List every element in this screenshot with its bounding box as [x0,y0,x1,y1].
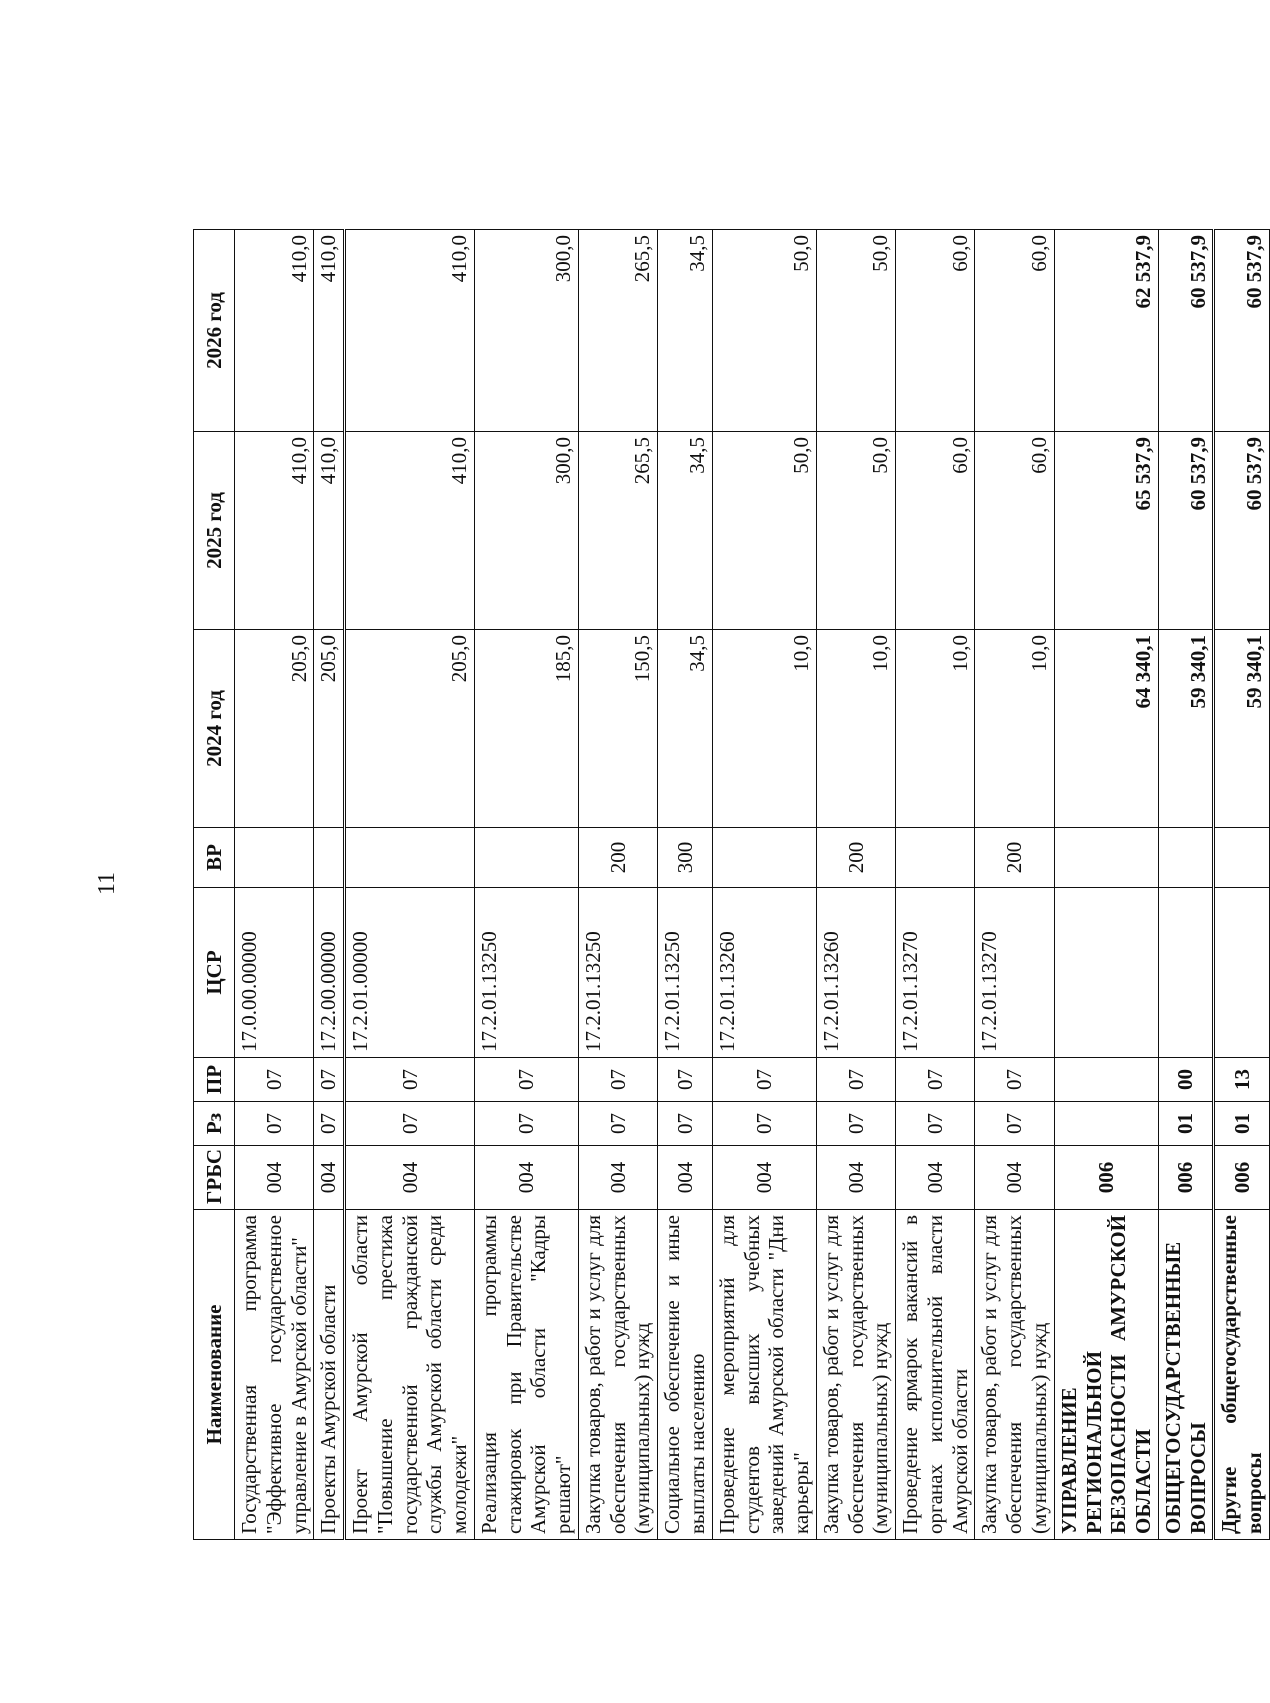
table-row [345,230,475,1540]
cell-vr [896,828,975,888]
cell-pr: 07 [345,1058,475,1102]
cell-csr: 17.2.00.00000 [314,888,345,1058]
table-header-row [194,230,235,1540]
cell-rz: 07 [896,1102,975,1146]
cell-grbs: 004 [314,1146,345,1210]
cell-y2026: 34,5 [658,230,713,432]
cell-csr: 17.2.01.13260 [816,888,895,1058]
cell-vr [314,828,345,888]
cell-y2026: 410,0 [235,230,314,432]
cell-y2024: 10,0 [712,630,816,828]
cell-pr: 13 [1214,1058,1270,1102]
cell-rz: 07 [578,1102,657,1146]
cell-y2025: 265,5 [578,432,657,630]
cell-vr [1054,828,1158,888]
cell-vr: 300 [658,828,713,888]
cell-csr: 17.2.01.13250 [474,888,578,1058]
cell-y2025: 300,0 [474,432,578,630]
cell-vr: 200 [975,828,1054,888]
cell-grbs: 004 [712,1146,816,1210]
cell-vr [1158,828,1214,888]
table-row [1054,230,1158,1540]
cell-rz: 01 [1158,1102,1214,1146]
table-row [235,230,314,1540]
cell-rz: 07 [816,1102,895,1146]
cell-rz: 07 [345,1102,475,1146]
cell-y2024: 59 340,1 [1214,630,1270,828]
cell-name: Социальное обеспечение и иные выплаты населению [658,1210,713,1540]
cell-y2025: 65 537,9 [1054,432,1158,630]
cell-rz: 07 [314,1102,345,1146]
cell-grbs: 006 [1214,1146,1270,1210]
header-rz: Рз [194,1102,235,1146]
cell-y2024: 205,0 [314,630,345,828]
cell-y2025: 34,5 [658,432,713,630]
cell-grbs: 006 [1054,1146,1158,1210]
cell-csr: 17.2.01.13250 [658,888,713,1058]
cell-name: Другие общегосударственные вопросы [1214,1210,1270,1540]
cell-rz: 07 [975,1102,1054,1146]
cell-name: Проведение мероприятий для студентов высших учебных заведений Амурской области "Дни карьеры" [712,1210,816,1540]
cell-y2024: 34,5 [658,630,713,828]
cell-y2026: 60,0 [975,230,1054,432]
table-row [1158,230,1214,1540]
cell-name: Закупка товаров, работ и услуг для обеспечения государственных (муниципальных) нужд [816,1210,895,1540]
cell-y2025: 60,0 [975,432,1054,630]
cell-y2026: 60 537,9 [1214,230,1270,432]
cell-vr [712,828,816,888]
cell-y2025: 60,0 [896,432,975,630]
cell-csr: 17.2.01.13270 [896,888,975,1058]
cell-name: ОБЩЕГОСУДАРСТВЕННЫЕ ВОПРОСЫ [1158,1210,1214,1540]
table-row [816,230,895,1540]
cell-grbs: 004 [896,1146,975,1210]
cell-y2026: 50,0 [712,230,816,432]
cell-name: Закупка товаров, работ и услуг для обеспечения государственных (муниципальных) нужд [975,1210,1054,1540]
cell-csr: 17.2.01.00000 [345,888,475,1058]
cell-grbs: 004 [975,1146,1054,1210]
cell-y2026: 410,0 [345,230,475,432]
cell-y2025: 410,0 [235,432,314,630]
cell-name: УПРАВЛЕНИЕ РЕГИОНАЛЬНОЙ БЕЗОПАСНОСТИ АМУРСКОЙ ОБЛАСТИ [1054,1210,1158,1540]
table-row [712,230,816,1540]
cell-csr: 17.2.01.13270 [975,888,1054,1058]
cell-vr: 200 [578,828,657,888]
cell-y2024: 10,0 [975,630,1054,828]
cell-y2024: 59 340,1 [1158,630,1214,828]
cell-pr: 00 [1158,1058,1214,1102]
header-grbs: ГРБС [194,1146,235,1210]
cell-name: Проведение ярмарок вакансий в органах исполнительной власти Амурской области [896,1210,975,1540]
table-row [474,230,578,1540]
cell-grbs: 004 [658,1146,713,1210]
cell-pr: 07 [474,1058,578,1102]
table-row [1214,230,1270,1540]
cell-rz: 07 [474,1102,578,1146]
cell-pr: 07 [712,1058,816,1102]
cell-csr: 17.2.01.13250 [578,888,657,1058]
cell-name: Реализация программы стажировок при Правительстве Амурской области "Кадры решают" [474,1210,578,1540]
cell-grbs: 004 [345,1146,475,1210]
cell-y2026: 60 537,9 [1158,230,1214,432]
header-name: Наименование [194,1210,235,1540]
cell-vr [1214,828,1270,888]
cell-y2025: 410,0 [345,432,475,630]
cell-y2025: 410,0 [314,432,345,630]
cell-csr [1054,888,1158,1058]
header-2024: 2024 год [194,630,235,828]
cell-y2024: 10,0 [816,630,895,828]
table-row [896,230,975,1540]
cell-rz [1054,1102,1158,1146]
header-pr: ПР [194,1058,235,1102]
cell-name: Закупка товаров, работ и услуг для обеспечения государственных (муниципальных) нужд [578,1210,657,1540]
cell-y2026: 50,0 [816,230,895,432]
cell-y2026: 300,0 [474,230,578,432]
cell-rz: 07 [235,1102,314,1146]
cell-grbs: 004 [816,1146,895,1210]
header-2025: 2025 год [194,432,235,630]
cell-rz: 07 [658,1102,713,1146]
cell-grbs: 004 [578,1146,657,1210]
rotated-table-wrapper [193,230,1267,1540]
cell-y2026: 265,5 [578,230,657,432]
cell-y2025: 50,0 [712,432,816,630]
cell-csr: 17.2.01.13260 [712,888,816,1058]
header-csr: ЦСР [194,888,235,1058]
cell-y2024: 10,0 [896,630,975,828]
cell-y2025: 60 537,9 [1158,432,1214,630]
table-row [975,230,1054,1540]
page-number: 11 [94,871,121,896]
cell-y2026: 62 537,9 [1054,230,1158,432]
header-vr: ВР [194,828,235,888]
cell-pr: 07 [314,1058,345,1102]
cell-grbs: 006 [1158,1146,1214,1210]
cell-vr [474,828,578,888]
cell-pr: 07 [658,1058,713,1102]
cell-y2024: 205,0 [345,630,475,828]
cell-csr [1214,888,1270,1058]
cell-pr: 07 [816,1058,895,1102]
cell-pr [1054,1058,1158,1102]
cell-y2024: 205,0 [235,630,314,828]
cell-y2026: 60,0 [896,230,975,432]
cell-csr: 17.0.00.00000 [235,888,314,1058]
budget-table [193,229,1270,1540]
cell-pr: 07 [578,1058,657,1102]
header-2026: 2026 год [194,230,235,432]
cell-grbs: 004 [235,1146,314,1210]
cell-vr [345,828,475,888]
cell-vr [235,828,314,888]
cell-name: Проект Амурской области "Повышение престижа государственной гражданской службы Амурской области среди молодежи" [345,1210,475,1540]
cell-y2026: 410,0 [314,230,345,432]
cell-y2024: 150,5 [578,630,657,828]
cell-y2024: 185,0 [474,630,578,828]
cell-y2024: 64 340,1 [1054,630,1158,828]
cell-name: Проекты Амурской области [314,1210,345,1540]
cell-pr: 07 [975,1058,1054,1102]
cell-y2025: 60 537,9 [1214,432,1270,630]
cell-pr: 07 [235,1058,314,1102]
cell-rz: 01 [1214,1102,1270,1146]
table-row [578,230,657,1540]
cell-vr: 200 [816,828,895,888]
cell-pr: 07 [896,1058,975,1102]
cell-grbs: 004 [474,1146,578,1210]
cell-csr [1158,888,1214,1058]
cell-rz: 07 [712,1102,816,1146]
table-row [314,230,345,1540]
cell-name: Государственная программа "Эффективное государственное управление в Амурской области" [235,1210,314,1540]
cell-y2025: 50,0 [816,432,895,630]
table-row [658,230,713,1540]
